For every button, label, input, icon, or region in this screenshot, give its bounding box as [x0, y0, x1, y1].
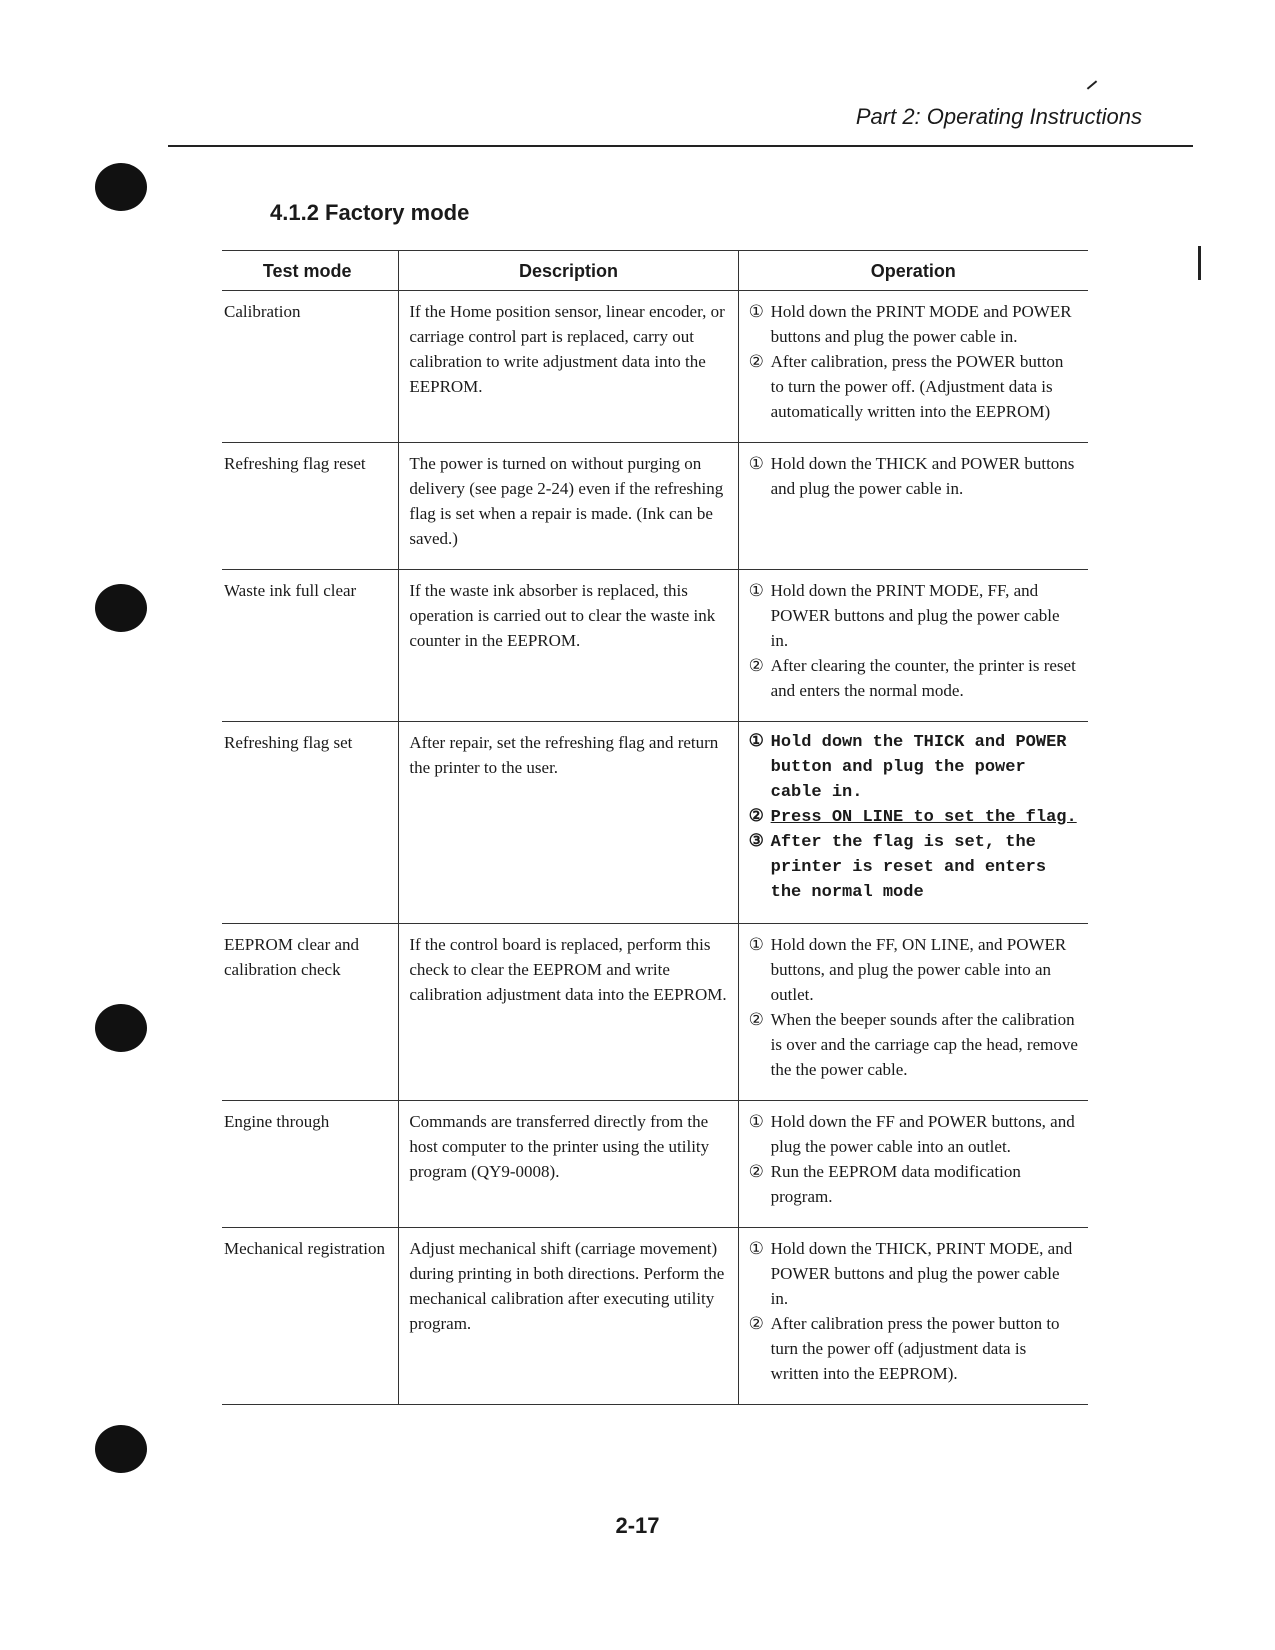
step-text: Hold down the THICK and POWER buttons and plug the power cable in. [770, 454, 1075, 498]
description-cell: Adjust mechanical shift (carriage movement) during printing in both directions. Perform the mechanical calibration after executing utility program. [399, 1228, 738, 1405]
description-cell: If the Home position sensor, linear encoder, or carriage control part is replaced, carry out calibration to write adjustment data into the EEPROM. [399, 291, 738, 443]
table-row [222, 570, 1088, 722]
header-title: Part 2: Operating Instructions [855, 104, 1142, 129]
operation-cell [738, 443, 1088, 570]
step-text: Hold down the FF and POWER buttons, and plug the power cable into an outlet. [770, 1112, 1075, 1156]
step-text: Hold down the THICK and POWER button and plug the power cable in. [770, 733, 1067, 802]
step-number: ① [748, 733, 764, 752]
step-text: Hold down the FF, ON LINE, and POWER buttons, and plug the power cable into an outlet. [770, 935, 1067, 1004]
header-rule [168, 145, 1193, 147]
table-row [222, 291, 1088, 443]
header-description: Description [399, 251, 738, 291]
operation-step [749, 932, 1078, 1007]
step-text: After calibration press the power button to turn the power off (adjustment data is written into the EEPROM). [770, 1314, 1060, 1383]
test-mode-cell: Calibration [222, 291, 399, 443]
step-number: ② [748, 1010, 764, 1029]
punch-hole-4 [95, 1425, 147, 1473]
operation-cell [738, 1101, 1088, 1228]
operation-step [749, 451, 1078, 501]
table-row [222, 722, 1088, 924]
step-number: ③ [748, 833, 764, 852]
punch-hole-2 [95, 584, 147, 632]
operation-cell [738, 722, 1088, 924]
step-number: ① [748, 454, 764, 473]
description-cell: The power is turned on without purging on delivery (see page 2-24) even if the refreshing flag is set when a repair is made. (Ink can be saved.) [399, 443, 738, 570]
step-number: ① [748, 935, 764, 954]
description-cell: Commands are transferred directly from the host computer to the printer using the utility program (QY9-0008). [399, 1101, 738, 1228]
header-operation: Operation [738, 251, 1088, 291]
description-cell: If the waste ink absorber is replaced, this operation is carried out to clear the waste ink counter in the EEPROM. [399, 570, 738, 722]
test-mode-cell: Refreshing flag set [222, 722, 399, 924]
operation-cell [738, 291, 1088, 443]
step-number: ② [748, 1314, 764, 1333]
step-text: Hold down the THICK, PRINT MODE, and POWER buttons and plug the power cable in. [770, 1239, 1073, 1308]
operation-step [749, 1311, 1078, 1386]
punch-hole-1 [95, 163, 147, 211]
operation-step [749, 1236, 1078, 1311]
step-number: ① [748, 302, 764, 321]
step-text: After the flag is set, the printer is reset and enters the normal mode [770, 833, 1047, 902]
operation-step [749, 653, 1078, 703]
operation-cell [738, 1228, 1088, 1405]
punch-hole-3 [95, 1004, 147, 1052]
step-number: ① [748, 1112, 764, 1131]
page-number: 2-17 [615, 1513, 660, 1538]
step-text: After clearing the counter, the printer is reset and enters the normal mode. [770, 656, 1076, 700]
factory-mode-table [222, 250, 1088, 1405]
operation-step [749, 578, 1078, 653]
operation-cell [738, 570, 1088, 722]
operation-step [749, 299, 1078, 349]
table-row [222, 924, 1088, 1101]
step-number: ② [748, 656, 764, 675]
section-title: 4.1.2 Factory mode [270, 200, 470, 225]
description-cell: If the control board is replaced, perform this check to clear the EEPROM and write calibration adjustment data into the EEPROM. [399, 924, 738, 1101]
operation-step [749, 1109, 1078, 1159]
table-header-row [222, 251, 1088, 291]
operation-step [749, 1007, 1078, 1082]
test-mode-cell: Mechanical registration [222, 1228, 399, 1405]
header-test-mode: Test mode [222, 251, 399, 291]
operation-step [749, 805, 1078, 830]
test-mode-cell: Waste ink full clear [222, 570, 399, 722]
step-number: ② [748, 352, 764, 371]
header-pen-mark [1087, 80, 1097, 89]
operation-step [749, 830, 1078, 905]
test-mode-cell: EEPROM clear and calibration check [222, 924, 399, 1101]
description-cell: After repair, set the refreshing flag and return the printer to the user. [399, 722, 738, 924]
step-number: ① [748, 581, 764, 600]
step-number: ② [748, 808, 764, 827]
operation-step [749, 349, 1078, 424]
table-row [222, 1228, 1088, 1405]
step-number: ① [748, 1239, 764, 1258]
step-text: Hold down the PRINT MODE, FF, and POWER buttons and plug the power cable in. [770, 581, 1060, 650]
step-text: Run the EEPROM data modification program. [770, 1162, 1021, 1206]
step-text: After calibration, press the POWER button to turn the power off. (Adjustment data is automatically written into the EEPROM) [770, 352, 1064, 421]
test-mode-cell: Refreshing flag reset [222, 443, 399, 570]
step-text: When the beeper sounds after the calibration is over and the carriage cap the head, remove the the power cable. [770, 1010, 1078, 1079]
table-row [222, 1101, 1088, 1228]
operation-step [749, 730, 1078, 805]
step-text: Press ON LINE to set the flag. [770, 808, 1077, 827]
test-mode-cell: Engine through [222, 1101, 399, 1228]
table-row [222, 443, 1088, 570]
operation-step [749, 1159, 1078, 1209]
step-number: ② [748, 1162, 764, 1181]
margin-change-bar [1198, 246, 1201, 280]
operation-cell [738, 924, 1088, 1101]
step-text: Hold down the PRINT MODE and POWER buttons and plug the power cable in. [770, 302, 1072, 346]
